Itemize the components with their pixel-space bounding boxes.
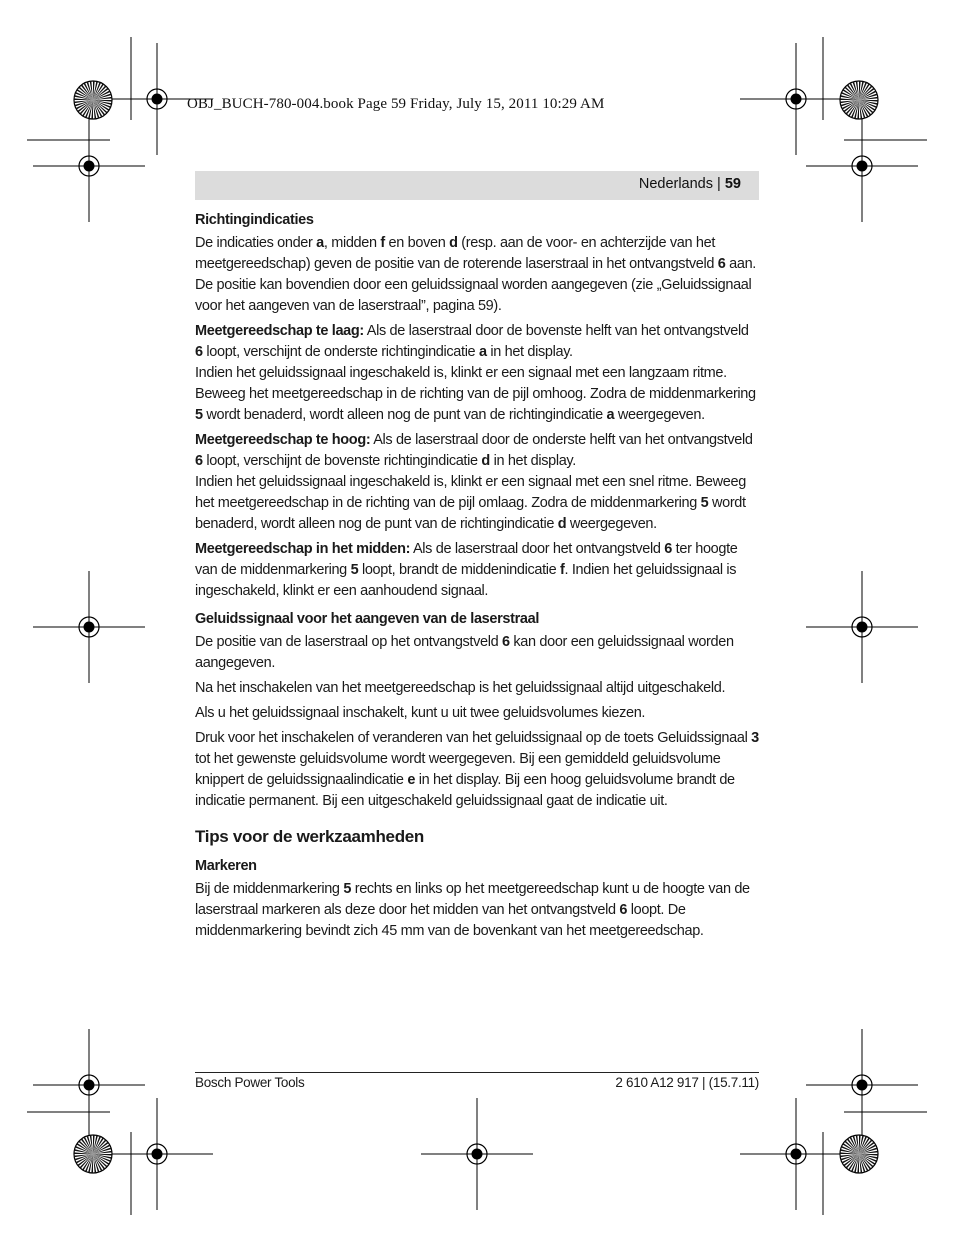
paragraph-te-laag: [195, 321, 759, 426]
ref: d: [481, 453, 490, 469]
print-slug: OBJ_BUCH-780-004.book Page 59 Friday, July 15, 2011 10:29 AM: [187, 96, 605, 112]
text: Bij de middenmarkering: [195, 881, 344, 897]
text: weergegeven.: [614, 407, 705, 423]
section-heading-tips: Tips voor de werkzaamheden: [195, 827, 425, 846]
ref: a: [478, 344, 487, 360]
registration-dot: [791, 94, 802, 105]
registration-dot: [857, 622, 868, 633]
footer-doc-number: 2 610 A12 917 | (15.7.11): [615, 1075, 759, 1090]
text: en boven: [384, 235, 450, 251]
registration-dot: [152, 94, 163, 105]
registration-dot: [152, 1149, 163, 1160]
paragraph-te-hoog: [195, 430, 759, 535]
paragraph-markeren: [195, 879, 759, 942]
page-header: [195, 171, 759, 200]
ref: 5: [350, 562, 359, 578]
text: De indicaties onder: [195, 235, 317, 251]
paragraph-geluid-2: Na het inschakelen van het meetgereedschap is het geluidssignaal altijd uitgeschakeld.: [195, 680, 726, 696]
ref: e: [407, 772, 416, 788]
text: aan. De positie kan bovendien door een geluidssignaal worden aangegeven (zie „Geluidssignaal voor het aangeven van de laserstraal”, pagina 59).: [195, 256, 756, 314]
ref: f: [380, 235, 385, 251]
text: Druk voor het inschakelen of veranderen van het geluidssignaal op de toets Geluidssignaal: [195, 730, 752, 746]
ref: 5: [343, 881, 352, 897]
text: tot het gewenste geluidsvolume wordt weergegeven. Bij een gemiddeld geluidsvolume knippert de geluidssignaalindicatie: [195, 751, 721, 788]
text: Als de laserstraal door het ontvangstveld: [410, 541, 665, 557]
text: loopt, verschijnt de onderste richtingindicatie: [202, 344, 479, 360]
ref: a: [316, 235, 324, 251]
registration-dot: [857, 1080, 868, 1091]
ref: 6: [664, 541, 672, 557]
text: . Indien het geluidssignaal is ingeschakeld, klinkt er een aanhoudend signaal.: [195, 562, 737, 599]
page-content: [195, 210, 759, 946]
subsection-heading-markeren: Markeren: [195, 858, 257, 874]
text: Als de laserstraal door de onderste helft van het ontvangstveld: [370, 432, 753, 448]
text: wordt benaderd, wordt alleen nog de punt van de richtingindicatie: [202, 407, 607, 423]
lead-in: Meetgereedschap in het midden:: [195, 541, 411, 557]
ref: 6: [502, 634, 510, 650]
registration-dot: [791, 1149, 802, 1160]
ref: 5: [195, 407, 203, 423]
ref: d: [449, 235, 458, 251]
registration-dot: [84, 622, 95, 633]
paragraph-geluid-1: [195, 632, 759, 674]
text: in het display. Bij een hoog geluidsvolume brandt de indicatie permanent. Bij een uitgeschakeld geluidssignaal gaat de indicatie uit.: [195, 772, 735, 809]
text: wordt benaderd, wordt alleen nog de punt van de richtingindicatie: [195, 495, 746, 532]
ref: 6: [619, 902, 628, 918]
ref: 6: [195, 344, 203, 360]
text: in het display.: [486, 344, 573, 360]
registration-dot: [84, 161, 95, 172]
registration-dot: [472, 1149, 483, 1160]
footer-rule: [195, 1072, 759, 1073]
text: loopt, verschijnt de bovenste richtingindicatie: [202, 453, 482, 469]
text: weergegeven.: [566, 516, 657, 532]
header-separator: |: [717, 176, 721, 192]
paragraph-geluid-4: [195, 728, 759, 812]
header-language: Nederlands: [638, 176, 714, 192]
text: kan door een geluidssignaal worden aangegeven.: [195, 634, 734, 671]
text: Indien het geluidssignaal ingeschakeld is, klinkt er een signaal met een snel ritme. Beweeg het meetgereedschap in de richting van de pijl omlaag. Zodra de middenmarkering: [195, 474, 746, 511]
ref: d: [557, 516, 567, 532]
lead-in: Meetgereedschap te hoog:: [195, 432, 371, 448]
ref: 3: [751, 730, 759, 746]
header-text: [639, 176, 741, 192]
text: ter hoogte van de middenmarkering: [195, 541, 738, 578]
ref: f: [560, 562, 565, 578]
text: rechts en links op het meetgereedschap kunt u de hoogte van de laserstraal markeren als deze door het midden van het ontvangstveld: [195, 881, 750, 918]
page-number: 59: [724, 176, 741, 192]
text: loopt, brandt de middenindicatie: [358, 562, 561, 578]
text: De positie van de laserstraal op het ontvangstveld: [195, 634, 502, 650]
text: in het display.: [489, 453, 576, 469]
footer-publisher: Bosch Power Tools: [195, 1075, 305, 1090]
paragraph-geluid-3: Als u het geluidssignaal inschakelt, kunt u uit twee geluidsvolumes kiezen.: [195, 705, 646, 721]
ref: 6: [195, 453, 203, 469]
ref: 6: [717, 256, 726, 272]
text: (resp. aan de voor- en achterzijde van het meetgereedschap) geven de positie van de roterende laserstraal in het ontvangstveld: [195, 235, 718, 272]
text: loopt. De middenmarkering bevindt zich 45 mm van de bovenkant van het meetgereedschap.: [195, 902, 704, 939]
text: Als de laserstraal door de bovenste helft van het ontvangstveld: [363, 323, 749, 339]
section-heading-richtingindicaties: Richtingindicaties: [195, 212, 314, 228]
lead-in: Meetgereedschap te laag:: [195, 323, 364, 339]
paragraph-in-het-midden: [195, 539, 759, 602]
ref: a: [606, 407, 615, 423]
registration-dot: [857, 161, 868, 172]
ref: 5: [700, 495, 709, 511]
text: Indien het geluidssignaal ingeschakeld is, klinkt er een signaal met een langzaam ritme. Beweeg het meetgereedschap in de richting van de pijl omhoog. Zodra de middenmarkering: [195, 365, 756, 402]
registration-dot: [84, 1080, 95, 1091]
paragraph-richtingindicaties: [195, 233, 759, 317]
section-heading-geluidssignaal: Geluidssignaal voor het aangeven van de laserstraal: [195, 611, 539, 627]
text: , midden: [323, 235, 381, 251]
